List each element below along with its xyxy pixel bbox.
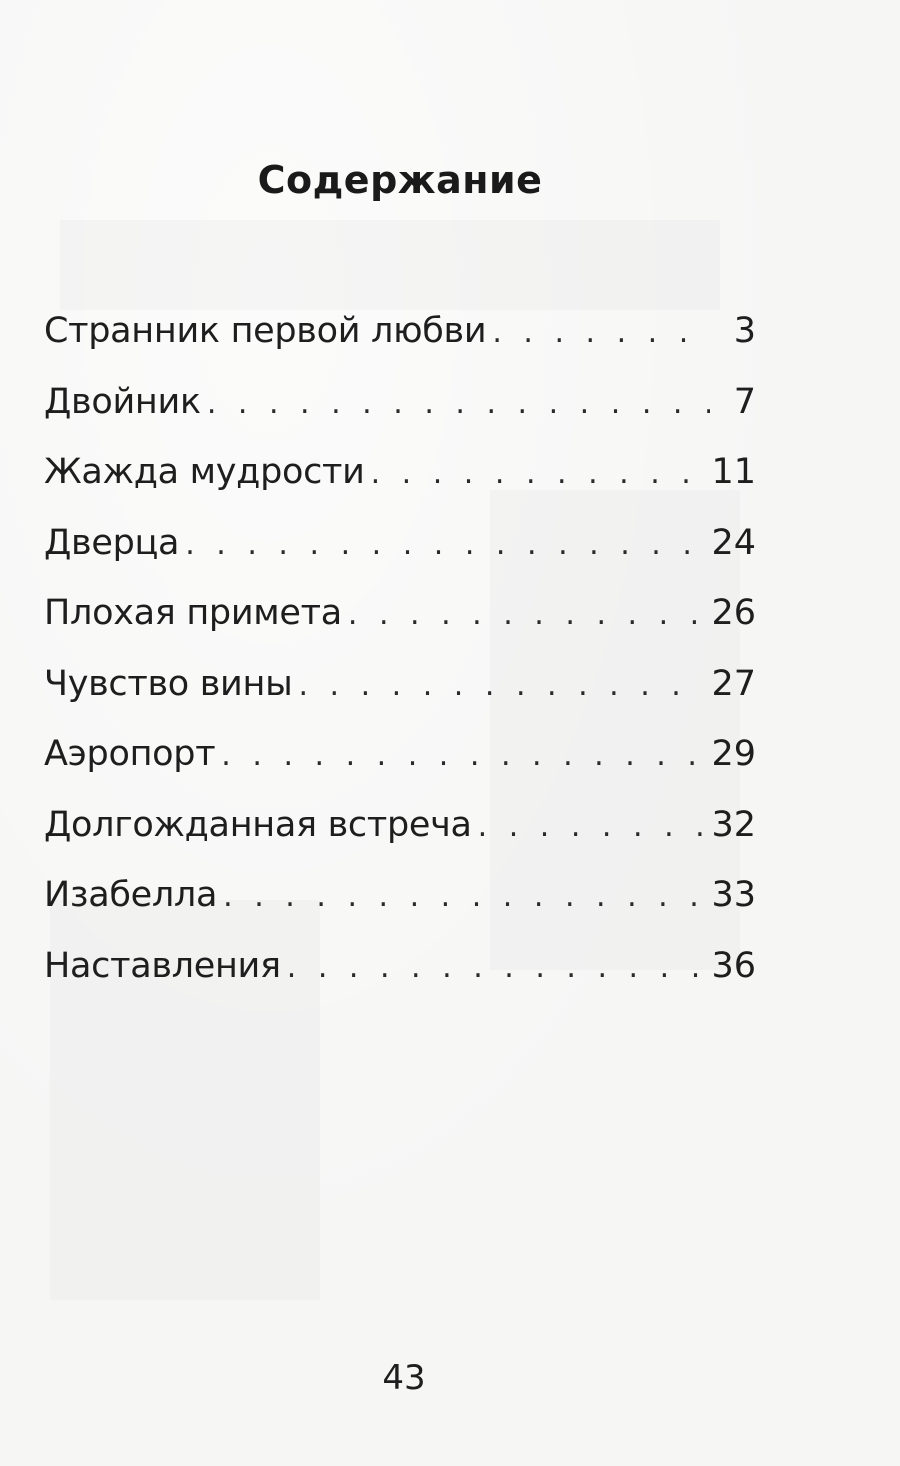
- dot-leader: [287, 943, 706, 993]
- toc-entry-title: Чувство вины: [44, 663, 293, 704]
- toc-entry: [44, 729, 756, 800]
- toc-entry-title: Странник первой любви: [44, 311, 487, 351]
- toc-entry: [44, 941, 756, 1012]
- toc-entry: [44, 518, 756, 589]
- toc-entry-page: 29: [711, 734, 756, 774]
- dot-leader: [298, 661, 705, 711]
- toc-entry-title: Дверца: [44, 522, 180, 563]
- toc-entry-page: 11: [711, 452, 756, 492]
- toc-entry: [44, 377, 756, 448]
- toc-entry-title: Двойник: [44, 381, 201, 422]
- dot-leader: [207, 379, 710, 429]
- toc-entry-title: Долгожданная встреча: [44, 804, 472, 845]
- toc-entry-title: Жажда мудрости: [44, 452, 365, 492]
- toc-entry-page: 3: [733, 311, 756, 351]
- toc-entry: [44, 659, 756, 730]
- toc-entry: [44, 588, 756, 659]
- toc-entry-page: 32: [711, 804, 756, 845]
- dot-leader: [223, 872, 705, 922]
- toc-entry-title: Изабелла: [44, 875, 218, 915]
- toc-entry-page: 33: [711, 875, 756, 915]
- toc-entry-page: 7: [733, 381, 756, 422]
- toc-entry-page: 36: [711, 945, 756, 986]
- toc-entry-page: 26: [711, 593, 756, 633]
- dot-leader: [371, 449, 706, 499]
- table-of-contents: [44, 306, 756, 1011]
- toc-entry-page: 24: [711, 522, 756, 563]
- toc-entry: [44, 447, 756, 518]
- page-number: 43: [382, 1358, 426, 1398]
- page-title: Содержание: [257, 158, 543, 202]
- toc-entry: [44, 306, 756, 377]
- dot-leader: [185, 520, 705, 570]
- toc-entry-page: 27: [711, 663, 756, 704]
- dot-leader: [221, 731, 705, 781]
- toc-entry: [44, 870, 756, 941]
- show-through-block: [60, 220, 720, 310]
- toc-entry-title: Плохая примета: [44, 593, 342, 633]
- toc-entry-title: Аэропорт: [44, 734, 216, 774]
- toc-entry: [44, 800, 756, 871]
- dot-leader: [348, 590, 706, 640]
- toc-entry-title: Наставления: [44, 945, 281, 986]
- dot-leader: [492, 308, 710, 358]
- dot-leader: [478, 802, 706, 852]
